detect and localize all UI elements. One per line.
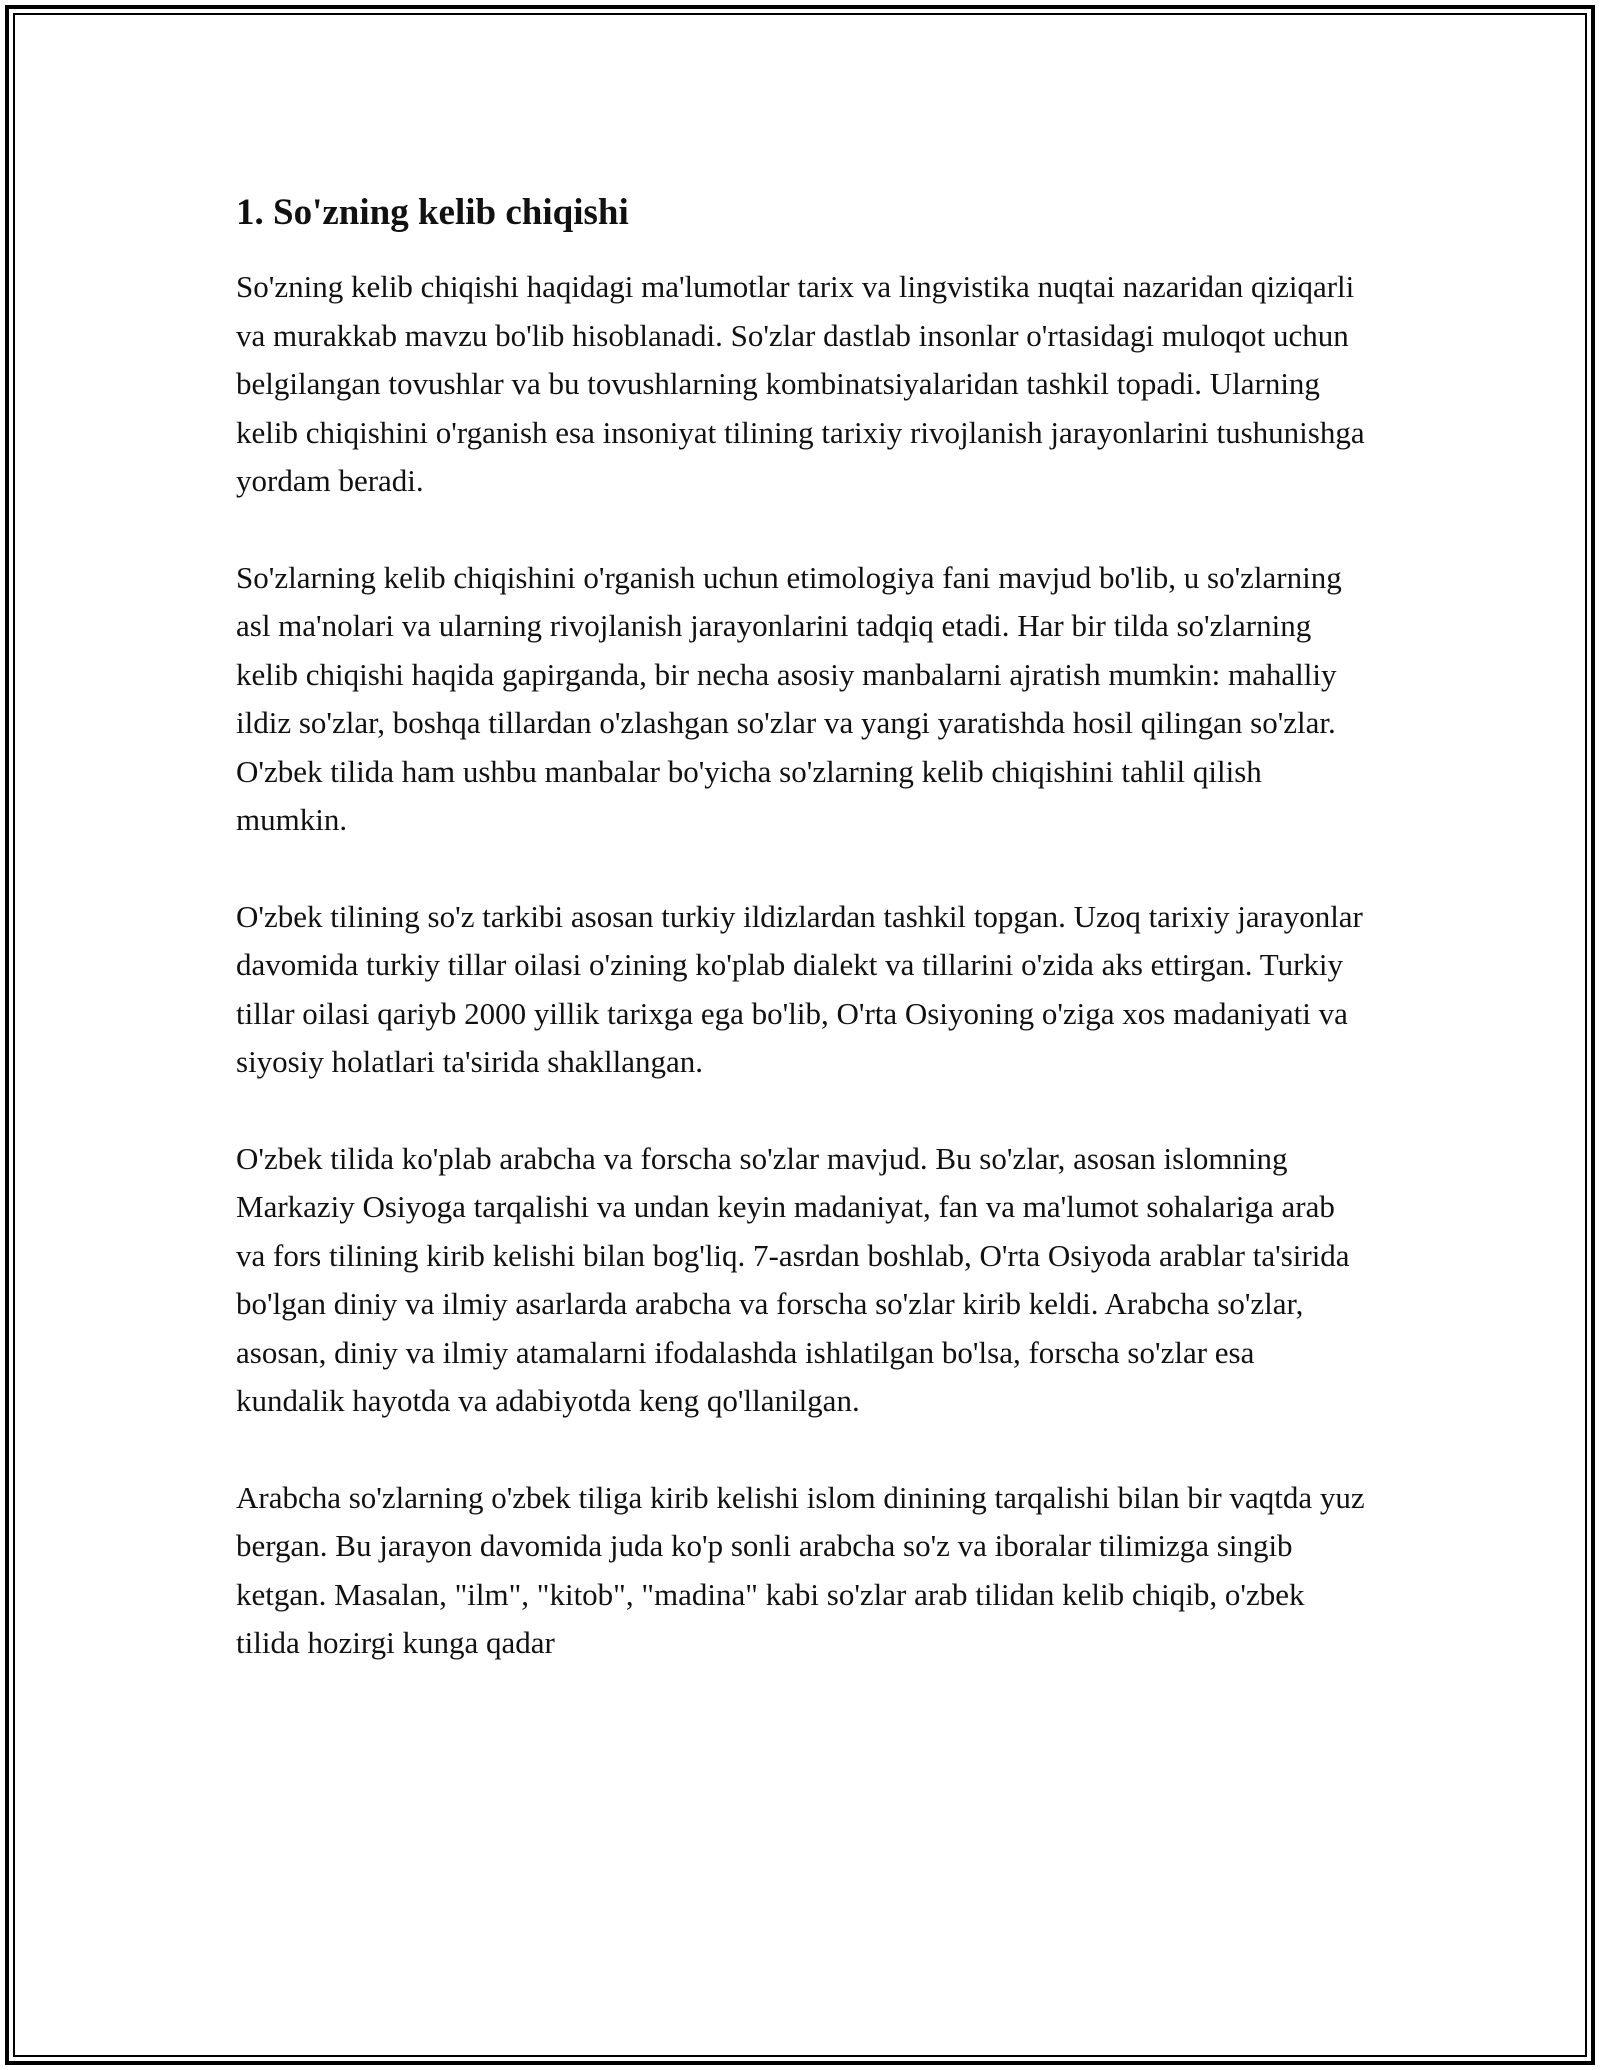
paragraph-1: So'zning kelib chiqishi haqidagi ma'lumotlar tarix va lingvistika nuqtai nazaridan qiziqarli va murakkab mavzu bo'lib hisoblanadi. So'zlar dastlab insonlar o'rtasidagi muloqot uchun belgilangan tovushlar va bu tovushlarning kombinatsiyalaridan tashkil topadi. Ularning kelib chiqishini o'rganish esa insoniyat tilining tarixiy rivojlanish jarayonlarini tushunishga yordam beradi.: [236, 269, 1365, 498]
document-body: [236, 183, 1366, 1716]
paragraph-5: Arabcha so'zlarning o'zbek tiliga kirib kelishi islom dinining tarqalishi bilan bir vaqtda yuz bergan. Bu jarayon davomida juda ko'p sonli arabcha so'z va iboralar tilimizga singib ketgan. Masalan, "ilm", "kitob", "madina" kabi so'zlar arab tilidan kelib chiqib, o'zbek tilida hozirgi kunga qadar: [236, 1479, 1365, 1660]
section-heading: 1. So'zning kelib chiqishi: [236, 192, 629, 233]
paragraph-3: O'zbek tilining so'z tarkibi asosan turkiy ildizlardan tashkil topgan. Uzoq tarixiy jarayonlar davomida turkiy tillar oilasi o'zining ko'plab dialekt va tillarini o'zida aks ettirgan. Turkiy tillar oilasi qariyb 2000 yillik tarixga ega bo'lib, O'rta Osiyoning o'ziga xos madaniyati va siyosiy holatlari ta'sirida shakllangan.: [236, 898, 1363, 1079]
paragraph-2: So'zlarning kelib chiqishini o'rganish uchun etimologiya fani mavjud bo'lib, u so'zlarning asl ma'nolari va ularning rivojlanish jarayonlarini tadqiq etadi. Har bir tilda so'zlarning kelib chiqishi haqida gapirganda, bir necha asosiy manbalarni ajratish mumkin: mahalliy ildiz so'zlar, boshqa tillardan o'zlashgan so'zlar va yangi yaratishda hosil qilingan so'zlar. O'zbek tilida ham ushbu manbalar bo'yicha so'zlarning kelib chiqishini tahlil qilish mumkin.: [236, 559, 1342, 837]
paragraph-4: O'zbek tilida ko'plab arabcha va forscha so'zlar mavjud. Bu so'zlar, asosan islomning Markaziy Osiyoga tarqalishi va undan keyin madaniyat, fan va ma'lumot sohalariga arab va fors tilining kirib kelishi bilan bog'liq. 7-asrdan boshlab, O'rta Osiyoda arablar ta'sirida bo'lgan diniy va ilmiy asarlarda arabcha va forscha so'zlar kirib keldi. Arabcha so'zlar, asosan, diniy va ilmiy atamalarni ifodalashda ishlatilgan bo'lsa, forscha so'zlar esa kundalik hayotda va adabiyotda keng qo'llanilgan.: [236, 1140, 1350, 1418]
